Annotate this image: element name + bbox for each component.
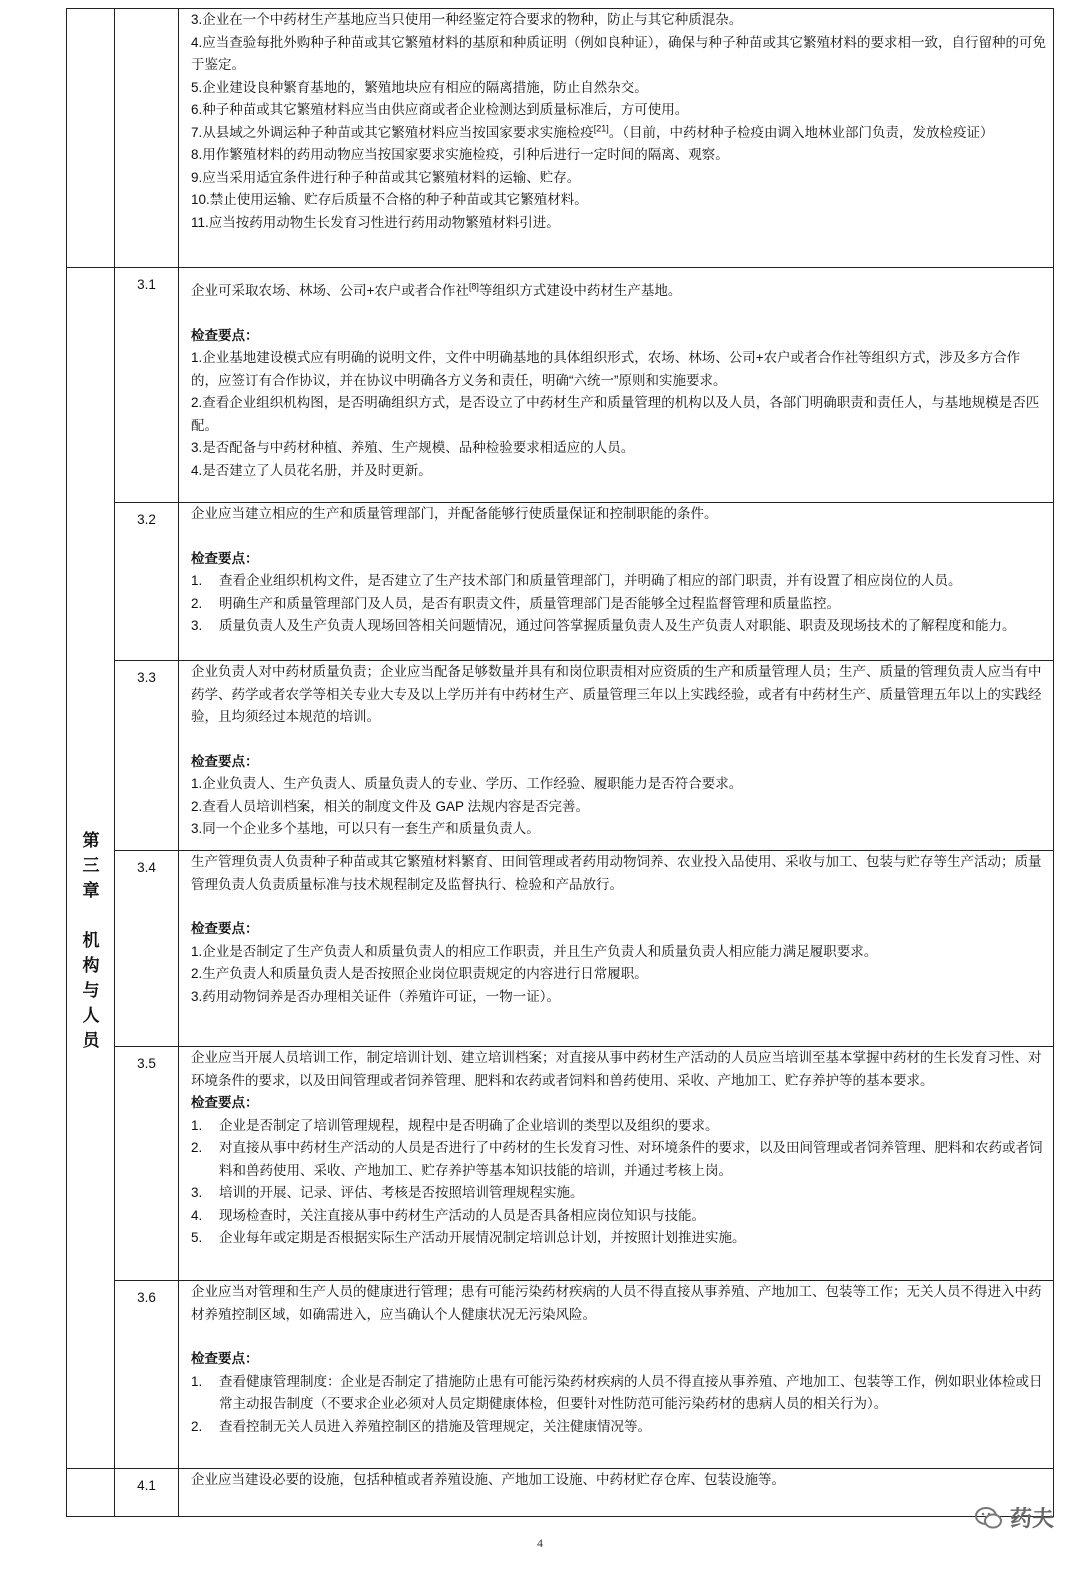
content-cell <box>179 1469 1054 1517</box>
list-item: 4.是否建立了人员花名册，并及时更新。 <box>191 462 432 478</box>
list-item: 1.企业基地建设模式应有明确的说明文件，文件中明确基地的具体组织形式，农场、林场、公司+农户或者合作社等组织方式，涉及多方合作的，应签订有合作协议，并在协议中明确各方义务和责任，明确“六统一”原则和实施要求。 <box>191 350 1021 388</box>
list-item: 5. 企业每年或定期是否根据实际生产活动开展情况制定培训总计划，并按照计划推进实施。 <box>191 1230 746 1245</box>
gap-inspection-table <box>66 8 1054 1517</box>
table-row <box>67 268 1054 503</box>
check-heading: 检查要点： <box>191 1351 259 1366</box>
table-row <box>67 1047 1054 1281</box>
content-cell <box>179 851 1054 1047</box>
list-item: 2.生产负责人和质量负责人是否按照企业岗位职责规定的内容进行日常履职。 <box>191 966 648 981</box>
content-cell <box>179 1047 1054 1281</box>
list-item: 5.企业建设良种繁育基地的，繁殖地块应有相应的隔离措施，防止自然杂交。 <box>191 79 648 95</box>
section-number: 3.1 <box>115 268 179 503</box>
section-number: 3.2 <box>115 503 179 661</box>
content-cell <box>179 9 1054 268</box>
check-heading: 检查要点： <box>191 1095 259 1110</box>
list-item: 4. 现场检查时，关注直接从事中药材生产活动的人员是否具备相应岗位知识与技能。 <box>191 1207 705 1223</box>
section-number: 4.1 <box>115 1469 179 1517</box>
wechat-icon <box>974 1505 1004 1531</box>
watermark <box>974 1502 1054 1533</box>
list-item: 6.种子种苗或其它繁殖材料应当由供应商或者企业检测达到质量标准后，方可使用。 <box>191 102 689 117</box>
list-item: 3.药用动物饲养是否办理相关证件（养殖许可证，一物一证）。 <box>191 988 561 1004</box>
clause-text: 企业负责人对中药材质量负责；企业应当配备足够数量并具有和岗位职责相对应资质的生产和质量管理人员；生产、质量的管理负责人应当有中药学、药学或者农学等相关专业大专及以上学历并有中药材生产、质量管理三年以上实践经验，或者有中药材生产、质量管理五年以上的实践经验，且均须经过本规范的培训。 <box>191 664 1042 724</box>
chapter-cell-empty <box>67 1469 115 1517</box>
list-item: 2. 对直接从事中药材生产活动的人员是否进行了中药材的生长发育习性、对环境条件的要求，以及田间管理或者饲养管理、肥料和农药或者饲料和兽药使用、采收、产地加工、贮存养护等基本知识技能的培训，并通过考核上岗。 <box>191 1140 1043 1178</box>
list-item: 1. 企业是否制定了培训管理规程，规程中是否明确了企业培训的类型以及组织的要求。 <box>191 1117 719 1133</box>
list-item: 4.应当查验每批外购种子种苗或其它繁殖材料的基原和种质证明（例如良种证），确保与种子种苗或其它繁殖材料的要求相一致，自行留种的可免于鉴定。 <box>191 34 1047 72</box>
clause-text: 企业可采取农场、林场、公司+农户或者合作社[8]等组织方式建设中药材生产基地。 <box>191 281 682 298</box>
content-cell <box>179 661 1054 851</box>
section-number: 3.4 <box>115 851 179 1047</box>
table-row <box>67 661 1054 851</box>
content-cell <box>179 268 1054 503</box>
page-number: 4 <box>537 1536 543 1550</box>
list-item: 8.用作繁殖材料的药用动物应当按国家要求实施检疫，引种后进行一定时间的隔离、观察。 <box>191 147 729 162</box>
clause-text: 企业应当建立相应的生产和质量管理部门，并配备能够行使质量保证和控制职能的条件。 <box>191 506 718 521</box>
list-item: 3.同一个企业多个基地，可以只有一套生产和质量负责人。 <box>191 821 540 836</box>
clause-text: 企业应当开展人员培训工作，制定培训计划、建立培训档案；对直接从事中药材生产活动的人员应当培训至基本掌握中药材的生长发育习性、对环境条件的要求，以及田间管理或者饲养管理、肥料和农药或者饲料和兽药使用、采收、产地加工、贮存养护等的基本要求。 <box>191 1050 1042 1088</box>
list-item: 3.企业在一个中药材生产基地应当只使用一种经鉴定符合要求的物种，防止与其它种质混杂。 <box>191 12 743 27</box>
content-cell <box>179 503 1054 661</box>
list-item: 2. 明确生产和质量管理部门及人员，是否有职责文件，质量管理部门是否能够全过程监督管理和质量监控。 <box>191 595 840 611</box>
list-item: 3. 质量负责人及生产负责人现场回答相关问题情况，通过问答掌握质量负责人及生产负责人对职能、职责及现场技术的了解程度和能力。 <box>191 618 1016 633</box>
clause-text: 企业应当建设必要的设施，包括种植或者养殖设施、产地加工设施、中药材贮存仓库、包装设施等。 <box>191 1472 785 1487</box>
clause-text: 生产管理负责人负责种子种苗或其它繁殖材料繁育、田间管理或者药用动物饲养、农业投入品使用、采收与加工、包装与贮存等生产活动；质量管理负责人负责质量标准与技术规程制定及监督执行、检验和产品放行。 <box>191 854 1042 892</box>
table-row <box>67 1469 1054 1517</box>
list-item: 3.是否配备与中药材种植、养殖、生产规模、品种检验要求相适应的人员。 <box>191 440 635 455</box>
table-row <box>67 503 1054 661</box>
list-item: 1.企业是否制定了生产负责人和质量负责人的相应工作职责，并且生产负责人和质量负责人相应能力满足履职要求。 <box>191 943 878 959</box>
list-item: 1. 查看企业组织机构文件，是否建立了生产技术部门和质量管理部门，并明确了相应的部门职责，并有设置了相应岗位的人员。 <box>191 573 962 588</box>
list-item: 2.查看人员培训档案，相关的制度文件及 GAP 法规内容是否完善。 <box>191 798 590 814</box>
check-heading: 检查要点： <box>191 921 259 936</box>
check-heading: 检查要点： <box>191 550 259 566</box>
section-number: 3.5 <box>115 1047 179 1281</box>
list-item: 2. 查看控制无关人员进入养殖控制区的措施及管理规定，关注健康情况等。 <box>191 1418 651 1434</box>
clause-text: 企业应当对管理和生产人员的健康进行管理；患有可能污染药材疾病的人员不得直接从事养殖、产地加工、包装等工作；无关人员不得进入中药材养殖控制区域，如确需进入，应当确认个人健康状况无污染风险。 <box>191 1284 1042 1322</box>
section-number: 3.3 <box>115 661 179 851</box>
list-item: 7.从县域之外调运种子种苗或其它繁殖材料应当按国家要求实施检疫[21]。（目前，中药材种子检疫由调入地林业部门负责，发放检疫证） <box>191 123 994 140</box>
section-number-empty <box>115 9 179 268</box>
chapter-title: 第 三 章 机 构 与 人 员 <box>82 831 100 1050</box>
content-cell <box>179 1281 1054 1469</box>
table-row <box>67 1281 1054 1469</box>
check-heading: 检查要点： <box>191 753 259 769</box>
table-row <box>67 851 1054 1047</box>
list-item: 3. 培训的开展、记录、评估、考核是否按照培训管理规程实施。 <box>191 1185 584 1200</box>
list-item: 2.查看企业组织机构图，是否明确组织方式，是否设立了中药材生产和质量管理的机构以及人员，各部门明确职责和责任人，与基地规模是否匹配。 <box>191 395 1040 433</box>
list-item: 1. 查看健康管理制度：企业是否制定了措施防止患有可能污染药材疾病的人员不得直接从事养殖、产地加工、包装等工作，例如职业体检或日常主动报告制度（不要求企业必须对人员定期健康体检，但要针对性防范可能污染药材的患病人员的相关行为）。 <box>191 1373 1043 1411</box>
check-heading: 检查要点： <box>191 327 259 343</box>
list-item: 10.禁止使用运输、贮存后质量不合格的种子种苗或其它繁殖材料。 <box>191 192 588 207</box>
watermark-text: 药夫 <box>1009 1506 1054 1531</box>
list-item: 9.应当采用适宜条件进行种子种苗或其它繁殖材料的运输、贮存。 <box>191 169 581 185</box>
chapter-cell <box>67 268 115 1469</box>
chapter-cell-empty <box>67 9 115 268</box>
section-number: 3.6 <box>115 1281 179 1469</box>
list-item: 11.应当按药用动物生长发育习性进行药用动物繁殖材料引进。 <box>191 214 560 230</box>
list-item: 1.企业负责人、生产负责人、质量负责人的专业、学历、工作经验、履职能力是否符合要求。 <box>191 776 743 791</box>
table-row <box>67 9 1054 268</box>
